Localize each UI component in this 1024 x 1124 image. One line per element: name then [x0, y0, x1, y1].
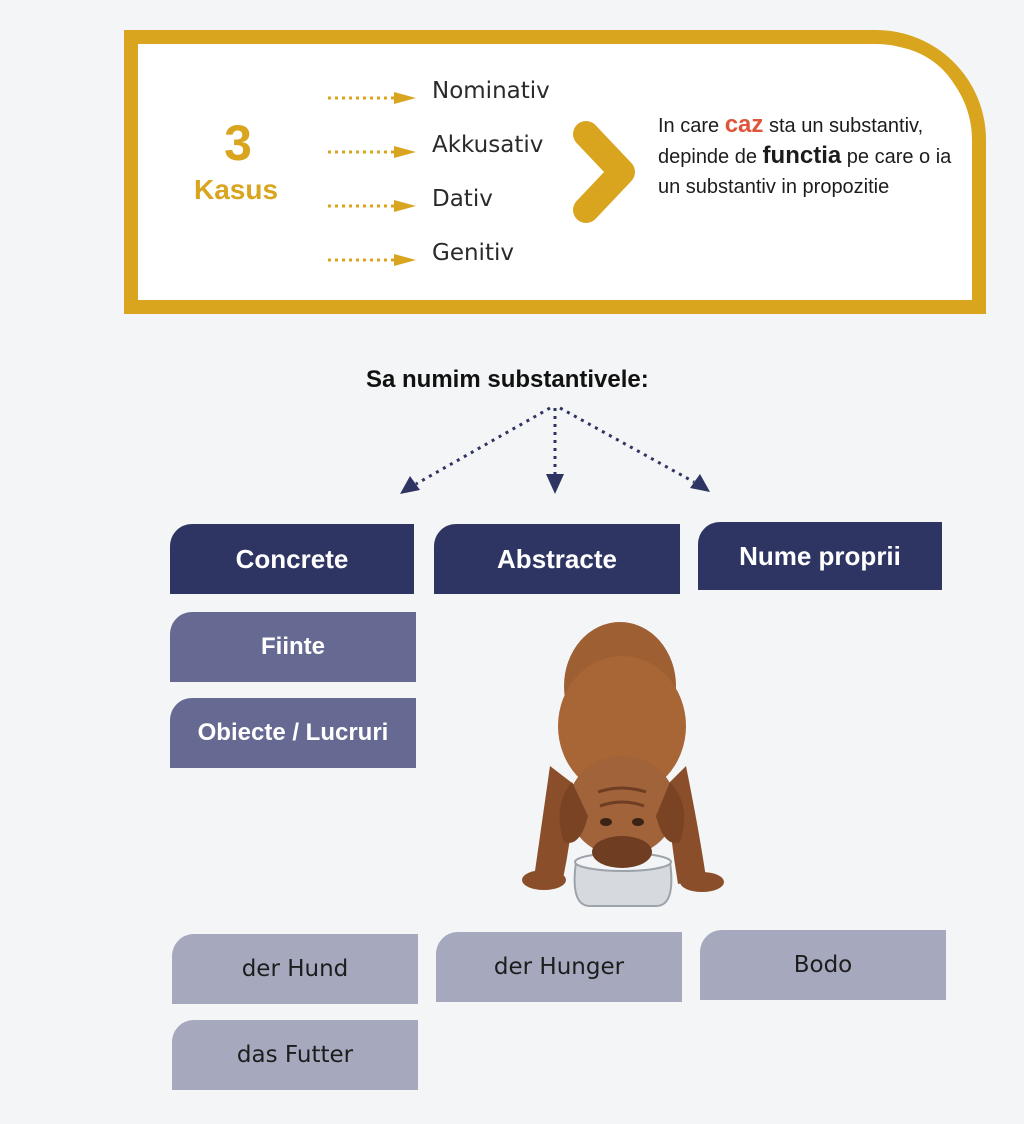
section-heading: Sa numim substantivele:	[366, 366, 649, 393]
branch-arrow-center-icon	[546, 408, 564, 494]
case-label: Genitiv	[432, 240, 514, 266]
info-keyword-caz: caz	[724, 111, 764, 138]
branch-arrow-left-icon	[400, 408, 550, 494]
kasus-number: 3	[224, 115, 252, 171]
info-keyword-functia: functia	[762, 142, 842, 169]
case-label: Dativ	[432, 186, 493, 212]
subcategory-fiinte: Fiinte	[170, 612, 416, 682]
category-abstracte: Abstracte	[434, 524, 680, 594]
case-label: Nominativ	[432, 78, 550, 104]
branch-arrows	[0, 0, 1024, 520]
example-bodo: Bodo	[700, 930, 946, 1000]
info-text-part: pe care o ia un substantiv in propozitie	[658, 146, 952, 198]
example-der-hund: der Hund	[172, 934, 418, 1004]
example-der-hunger: der Hunger	[436, 932, 682, 1002]
subcategory-obiecte-lucruri: Obiecte / Lucruri	[170, 698, 416, 768]
case-label: Akkusativ	[432, 132, 544, 158]
dog-eating-image	[510, 616, 734, 910]
branch-arrow-right-icon	[560, 408, 710, 492]
category-concrete: Concrete	[170, 524, 414, 594]
kasus-word: Kasus	[193, 174, 279, 205]
info-text-part: sta un substantiv, depinde de	[658, 115, 924, 168]
category-nume-proprii: Nume proprii	[698, 522, 942, 590]
example-das-futter: das Futter	[172, 1020, 418, 1090]
info-text-part: In care	[658, 115, 725, 137]
